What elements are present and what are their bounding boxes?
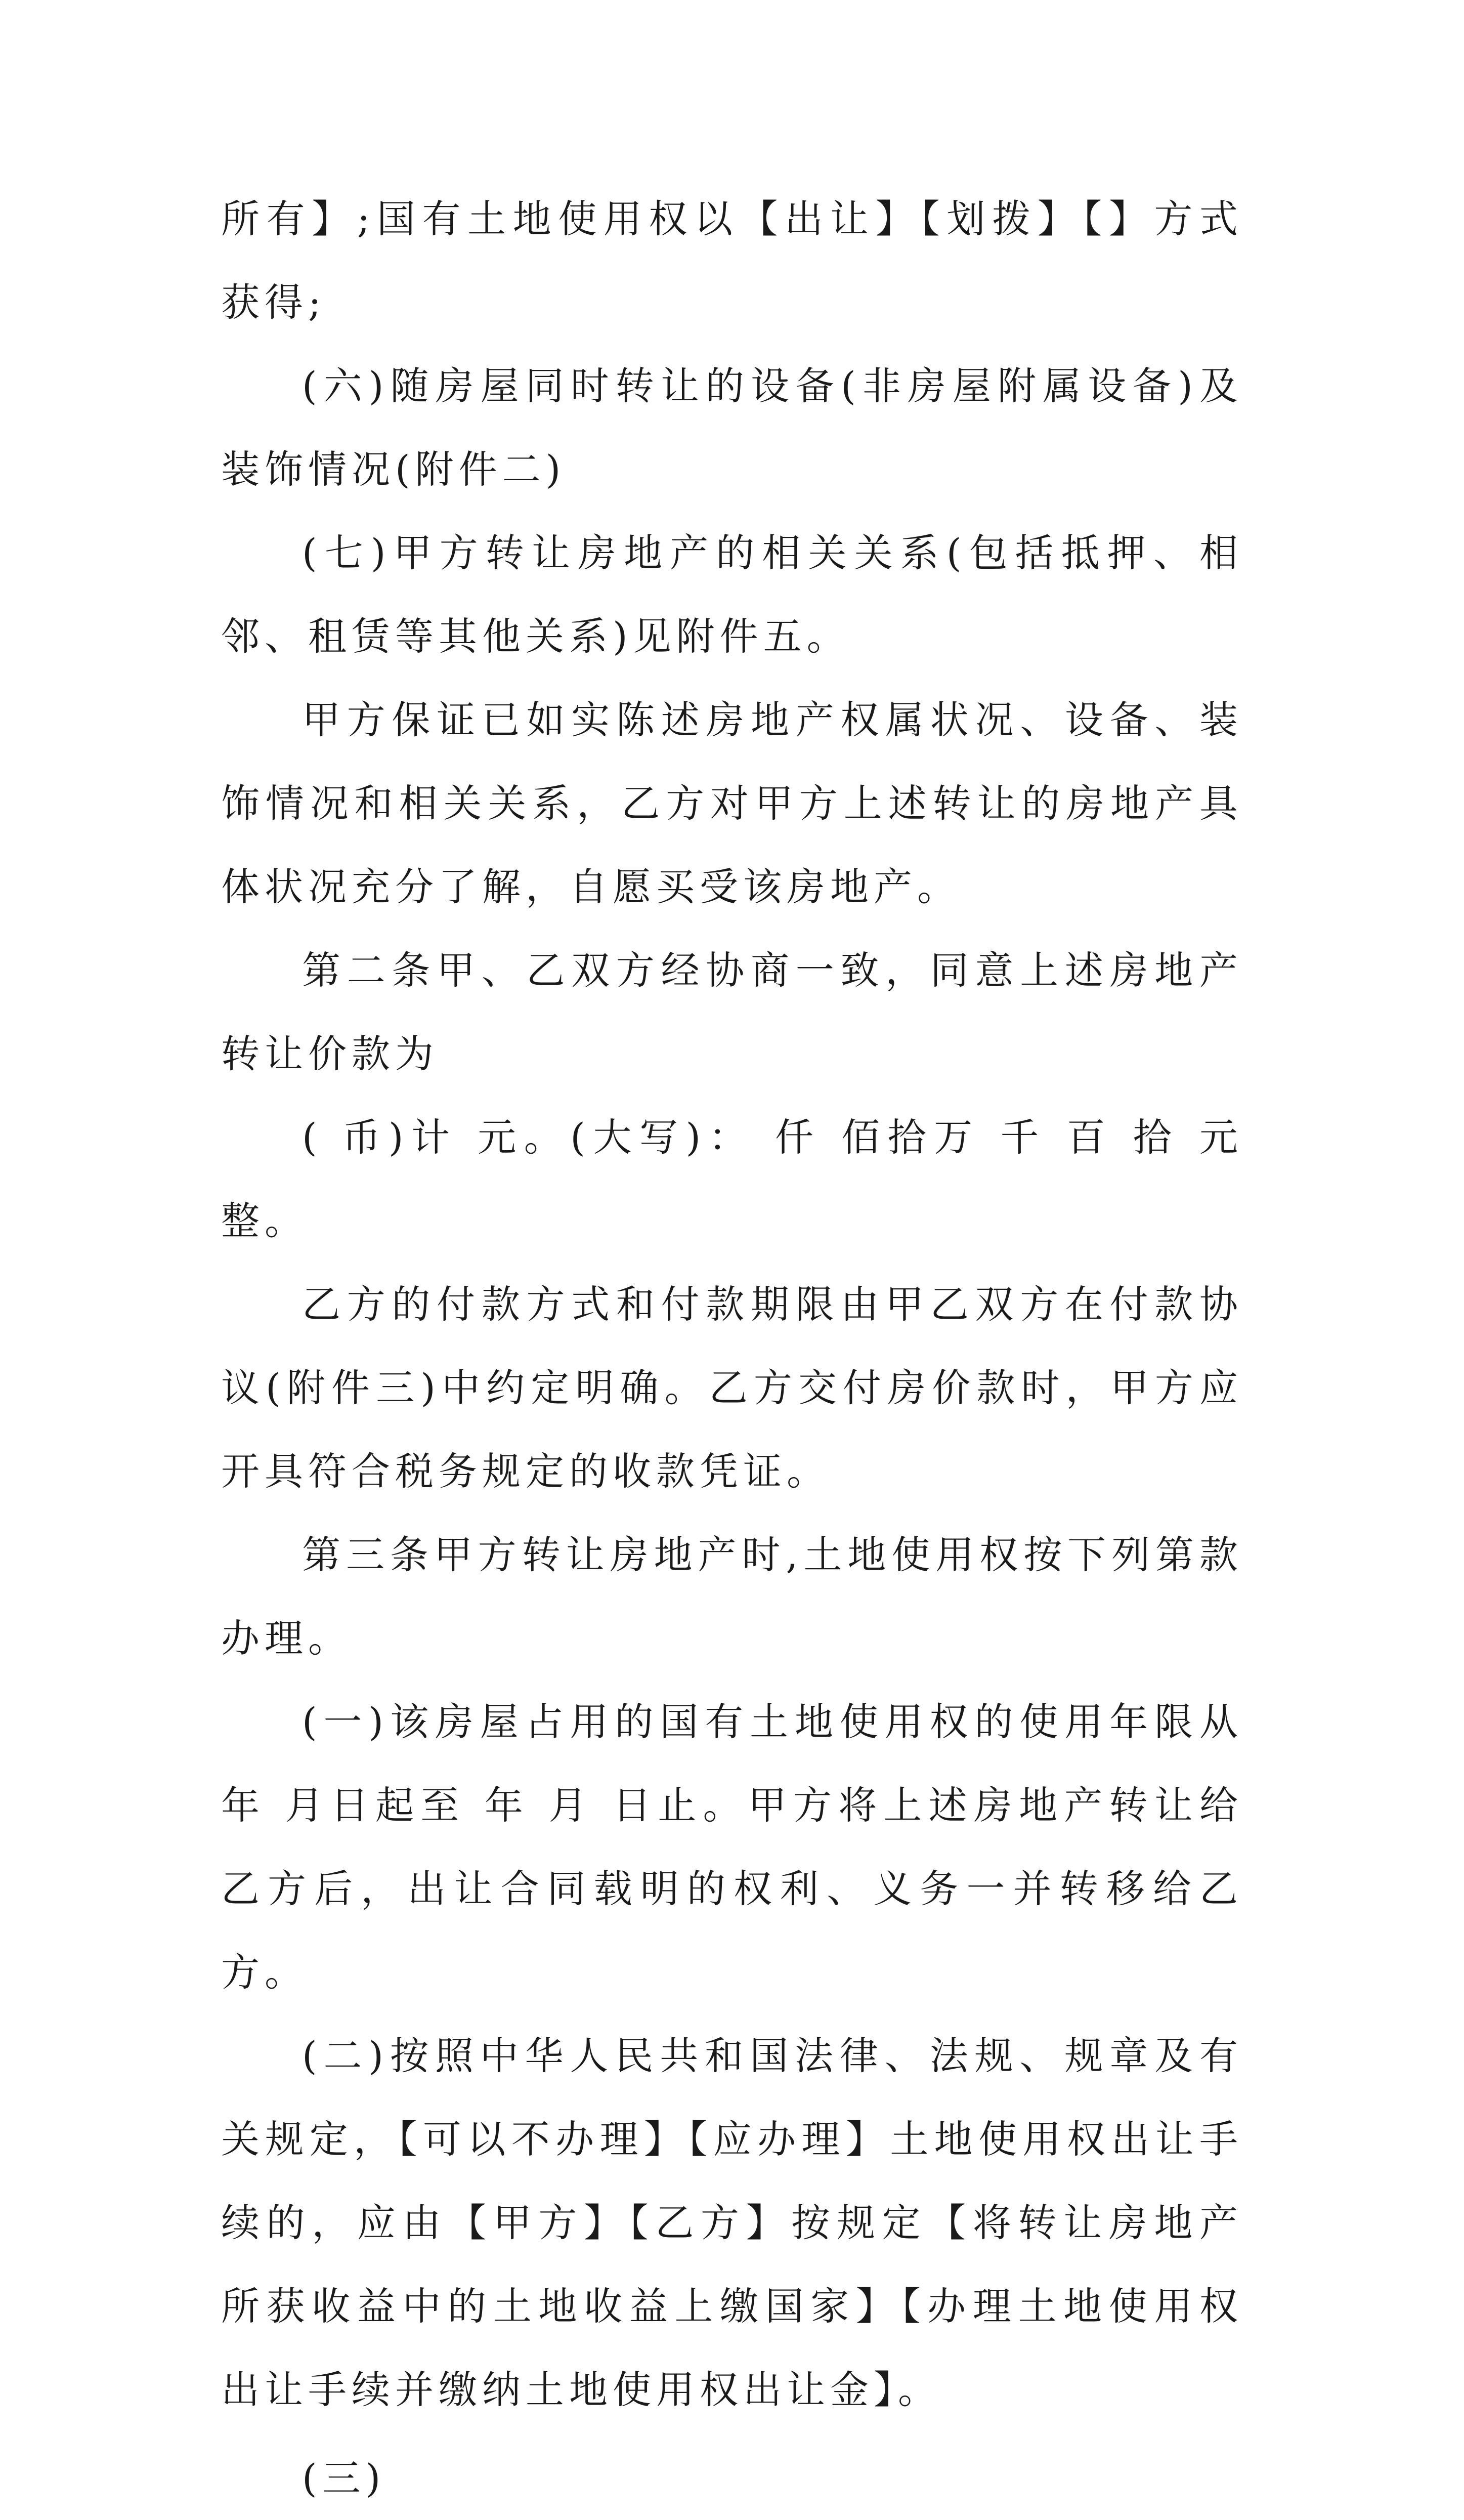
paragraph-land-use-term: (一)该房屋占用的国有土地使用权的使用年限从 年 月日起至 年 月 日止。甲方将上述房地产转让给乙方后，出让合同载明的权利、义务一并转移给乙方。: [221, 1699, 1243, 1995]
paragraph-payment-terms: 乙方的付款方式和付款期限由甲乙双方在付款协议(附件三)中约定明确。乙方交付房价款时，甲方应开具符合税务规定的收款凭证。: [221, 1282, 1243, 1494]
paragraph-equipment-decoration: (六)随房屋同时转让的设备(非房屋附属设备)及装饰情况(附件二): [221, 363, 1243, 492]
paragraph-item-3: (三): [302, 2456, 386, 2501]
paragraph-party-a-guarantee: 甲方保证已如实陈述房地产权属状况、设备、装饰情况和相关关系，乙方对甲方上述转让的房地产具体状况充分了解，自愿买受该房地产。: [221, 697, 1243, 909]
contract-body: [221, 177, 1243, 2520]
paragraph-transfer-procedures: (二)按照中华人民共和国法律、法规、规章及有关规定，【可以不办理】【应办理】土地使用权出让手续的，应由【甲方】【乙方】按规定【将转让房地产所获收益中的土地收益上缴国家】【办理土地使用权出让手续并缴纳土地使用权出让金】。: [221, 2033, 1243, 2412]
paragraph-related-relations: (七)甲方转让房地产的相关关系(包括抵押、相邻、租赁等其他关系)见附件五。: [221, 530, 1243, 659]
paragraph-price-amount: ( 币)计 元。(大写)： 仟 佰拾万 千 百 拾 元整。: [221, 1115, 1243, 1243]
paragraph-land-use-method: 所有】;国有土地使用权以【出让】【划拨】【】方式获得;: [221, 196, 1243, 325]
paragraph-article-3: 第三条甲方转让房地产时,土地使用权按下列第款办理。: [221, 1532, 1243, 1661]
paragraph-article-2: 第二条甲、乙双方经协商一致，同意上述房地产转让价款为: [221, 948, 1243, 1076]
